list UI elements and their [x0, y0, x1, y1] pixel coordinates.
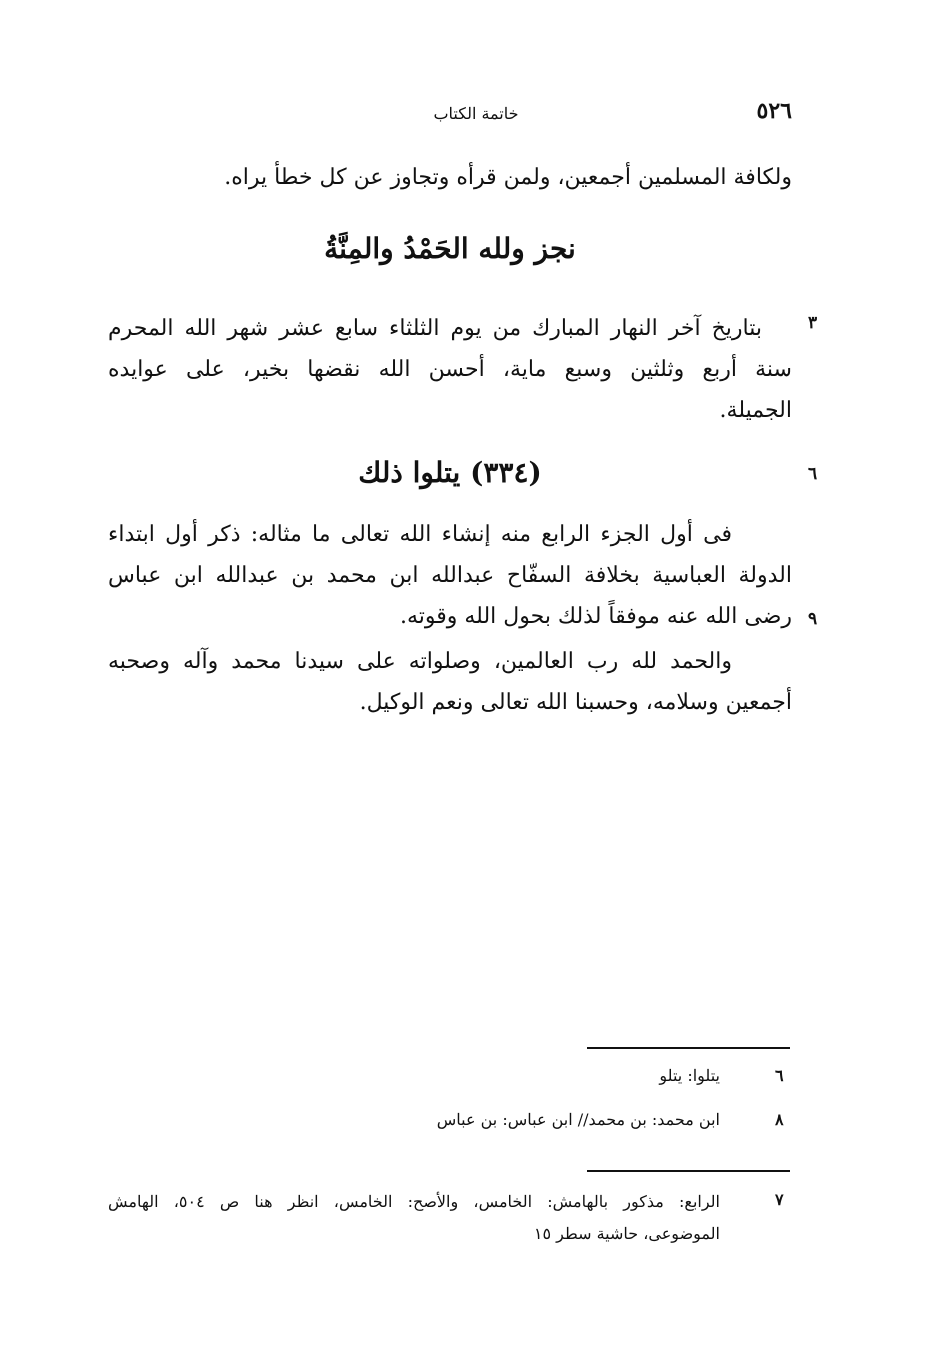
- paragraph-3-line-3: رضى الله عنه موفقاً لذلك بحول الله وقوته.: [399, 604, 792, 629]
- section-heading-334: (٣٣٤) يتلوا ذلك: [358, 456, 542, 489]
- paragraph-2-line-3: الجميلة.: [719, 398, 792, 423]
- apparatus-note-2-number: ٨: [775, 1110, 784, 1129]
- paragraph-2-line-2: سنة أربع وثلثين وسبع ماية، أحسن الله نقضها بخير، على عوايده: [108, 357, 792, 382]
- apparatus-note-1-text: يتلوا: يتلو: [659, 1066, 720, 1085]
- paragraph-3-line-2: الدولة العباسية بخلافة السفّاح عبدالله ابن محمد بن عبدالله ابن عباس: [108, 563, 792, 588]
- paragraph-4-line-2: أجمعين وسلامه، وحسبنا الله تعالى ونعم الوكيل.: [359, 690, 792, 715]
- apparatus-note-2-text: ابن محمد: بن محمد// ابن عباس: بن عباس: [436, 1110, 720, 1129]
- note-1-line-2: الموضوعى، حاشية سطر ١٥: [533, 1224, 720, 1243]
- note-1-line-1: الرابع: مذكور بالهامش: الخامس، والأصح: الخامس، انظر هنا ص ٥٠٤، الهامش: [108, 1192, 720, 1211]
- paragraph-4-line-1: والحمد لله رب العالمين، وصلواته على سيدنا محمد وآله وصحبه: [108, 649, 732, 674]
- running-title: خاتمة الكتاب: [433, 104, 519, 123]
- paragraph-3-line-1: فى أول الجزء الرابع منه إنشاء الله تعالى ما مثاله: ذكر أول ابتداء: [108, 522, 732, 547]
- footnote-rule-1: [587, 1047, 790, 1049]
- note-1-number: ٧: [775, 1190, 784, 1209]
- margin-line-number-6: ٦: [808, 464, 818, 484]
- note-1-text: [108, 1186, 720, 1250]
- paragraph-2-line-1: بتاريخ آخر النهار المبارك من يوم الثلثاء سابع عشر شهر الله المحرم: [108, 316, 762, 341]
- paragraph-4: [108, 641, 792, 723]
- closing-heading: نجز ولله الحَمْدُ والمِنَّةُ: [324, 232, 576, 265]
- paragraph-1-line-1: ولكافة المسلمين أجمعين، ولمن قرأه وتجاوز عن كل خطأ يراه.: [224, 165, 792, 190]
- paragraph-2: [108, 308, 792, 431]
- paragraph-1: [108, 157, 792, 198]
- margin-line-number-3: ٣: [808, 313, 818, 333]
- footnote-rule-2: [587, 1170, 790, 1172]
- apparatus-note-1-number: ٦: [775, 1066, 784, 1085]
- margin-line-number-9: ٩: [808, 609, 818, 629]
- paragraph-3: [108, 514, 792, 637]
- page-number: ٥٢٦: [756, 98, 792, 124]
